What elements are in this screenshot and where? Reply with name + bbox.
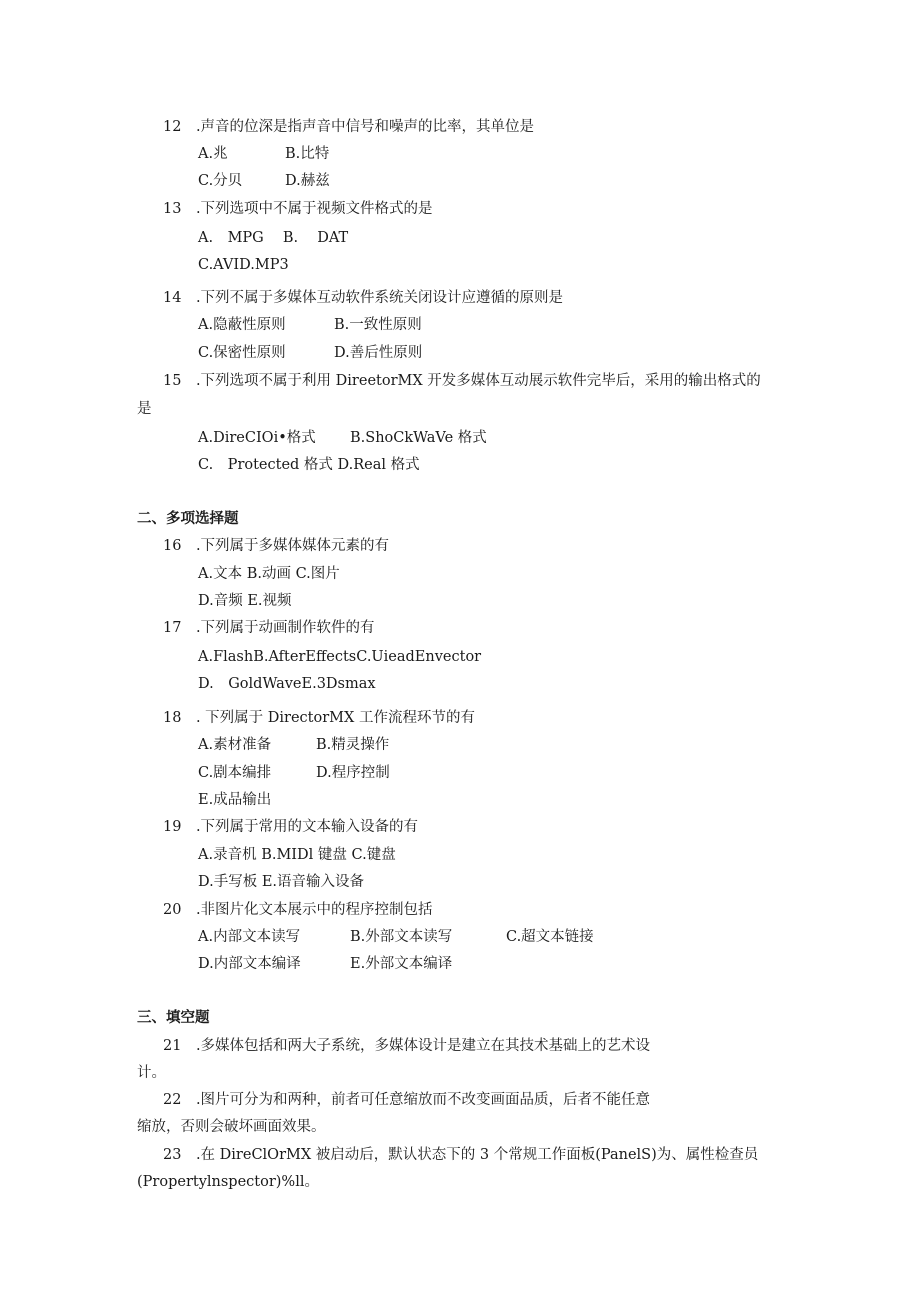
section-3-title: 三、填空题: [137, 1010, 210, 1026]
q18-option-c: C.剧本编排: [198, 765, 272, 781]
q13-options-ab: A. MPG B. DAT: [198, 230, 349, 246]
q18-option-a: A.素材准备: [198, 737, 272, 753]
q17-options-line1: A.FlashB.AfterEffectsC.UieadEnvector: [198, 649, 482, 665]
q17-stem: 17 .下列属于动画制作软件的有: [163, 620, 375, 636]
q15-option-b: B.ShoCkWaVe 格式: [350, 430, 487, 446]
q20-stem: 20 .非图片化文本展示中的程序控制包括: [163, 902, 433, 918]
q14-option-b: B.一致性原则: [334, 317, 422, 333]
q12-option-d: D.赫兹: [285, 173, 330, 189]
q21-line1: 21 .多媒体包括和两大子系统，多媒体设计是建立在其技术基础上的艺术设: [163, 1038, 651, 1054]
q16-options-line2: D.音频 E.视频: [198, 593, 292, 609]
q18-option-d: D.程序控制: [316, 765, 390, 781]
q16-options-line1: A.文本 B.动画 C.图片: [198, 566, 340, 582]
section-2-title: 二、多项选择题: [137, 511, 239, 527]
q15-stem: 15 .下列选项不属于利用 DireetorMX 开发多媒体互动展示软件完毕后，采用的输出格式的: [163, 373, 761, 389]
q22-line2: 缩放，否则会破坏画面效果。: [137, 1119, 326, 1135]
q20-option-e: E.外部文本编译: [350, 956, 453, 972]
q15-stem-continued: 是: [137, 401, 152, 417]
q14-stem: 14 .下列不属于多媒体互动软件系统关闭设计应遵循的原则是: [163, 290, 564, 306]
q23-line2: (Propertylnspector)%ll。: [137, 1174, 319, 1190]
q14-option-a: A.隐蔽性原则: [198, 317, 286, 333]
q19-stem: 19 .下列属于常用的文本输入设备的有: [163, 819, 419, 835]
q19-options-line2: D.手写板 E.语音输入设备: [198, 874, 365, 890]
q18-stem: 18 . 下列属于 DirectorMX 工作流程环节的有: [163, 710, 475, 726]
q20-option-a: A.内部文本读写: [198, 929, 301, 945]
q18-option-e: E.成品输出: [198, 792, 272, 808]
q18-option-b: B.精灵操作: [316, 737, 390, 753]
q13-stem: 13 .下列选项中不属于视频文件格式的是: [163, 201, 433, 217]
q19-options-line1: A.录音机 B.MIDl 键盘 C.键盘: [198, 847, 396, 863]
q15-option-a: A.DireCIOi•格式: [198, 430, 316, 446]
q20-option-d: D.内部文本编译: [198, 956, 301, 972]
q22-line1: 22 .图片可分为和两种，前者可任意缩放而不改变画面品质，后者不能任意: [163, 1092, 651, 1108]
q14-option-d: D.善后性原则: [334, 345, 423, 361]
q15-options-cd: C. Protected 格式 D.Real 格式: [198, 457, 420, 473]
q20-option-b: B.外部文本读写: [350, 929, 453, 945]
q21-line2: 计。: [137, 1065, 166, 1081]
q16-stem: 16 .下列属于多媒体媒体元素的有: [163, 538, 390, 554]
q13-options-cd: C.AVID.MP3: [198, 257, 289, 273]
q12-option-b: B.比特: [285, 146, 330, 162]
q23-line1: 23 .在 DireClOrMX 被启动后，默认状态下的 3 个常规工作面板(PanelS)为、属性检查员: [163, 1147, 759, 1163]
q17-options-line2: D. GoldWaveE.3Dsmax: [198, 676, 376, 692]
q14-option-c: C.保密性原则: [198, 345, 286, 361]
q12-option-a: A.兆: [198, 146, 228, 162]
q12-option-c: C.分贝: [198, 173, 243, 189]
q12-stem: 12 .声音的位深是指声音中信号和噪声的比率，其单位是: [163, 119, 535, 135]
q20-option-c: C.超文本链接: [506, 929, 594, 945]
